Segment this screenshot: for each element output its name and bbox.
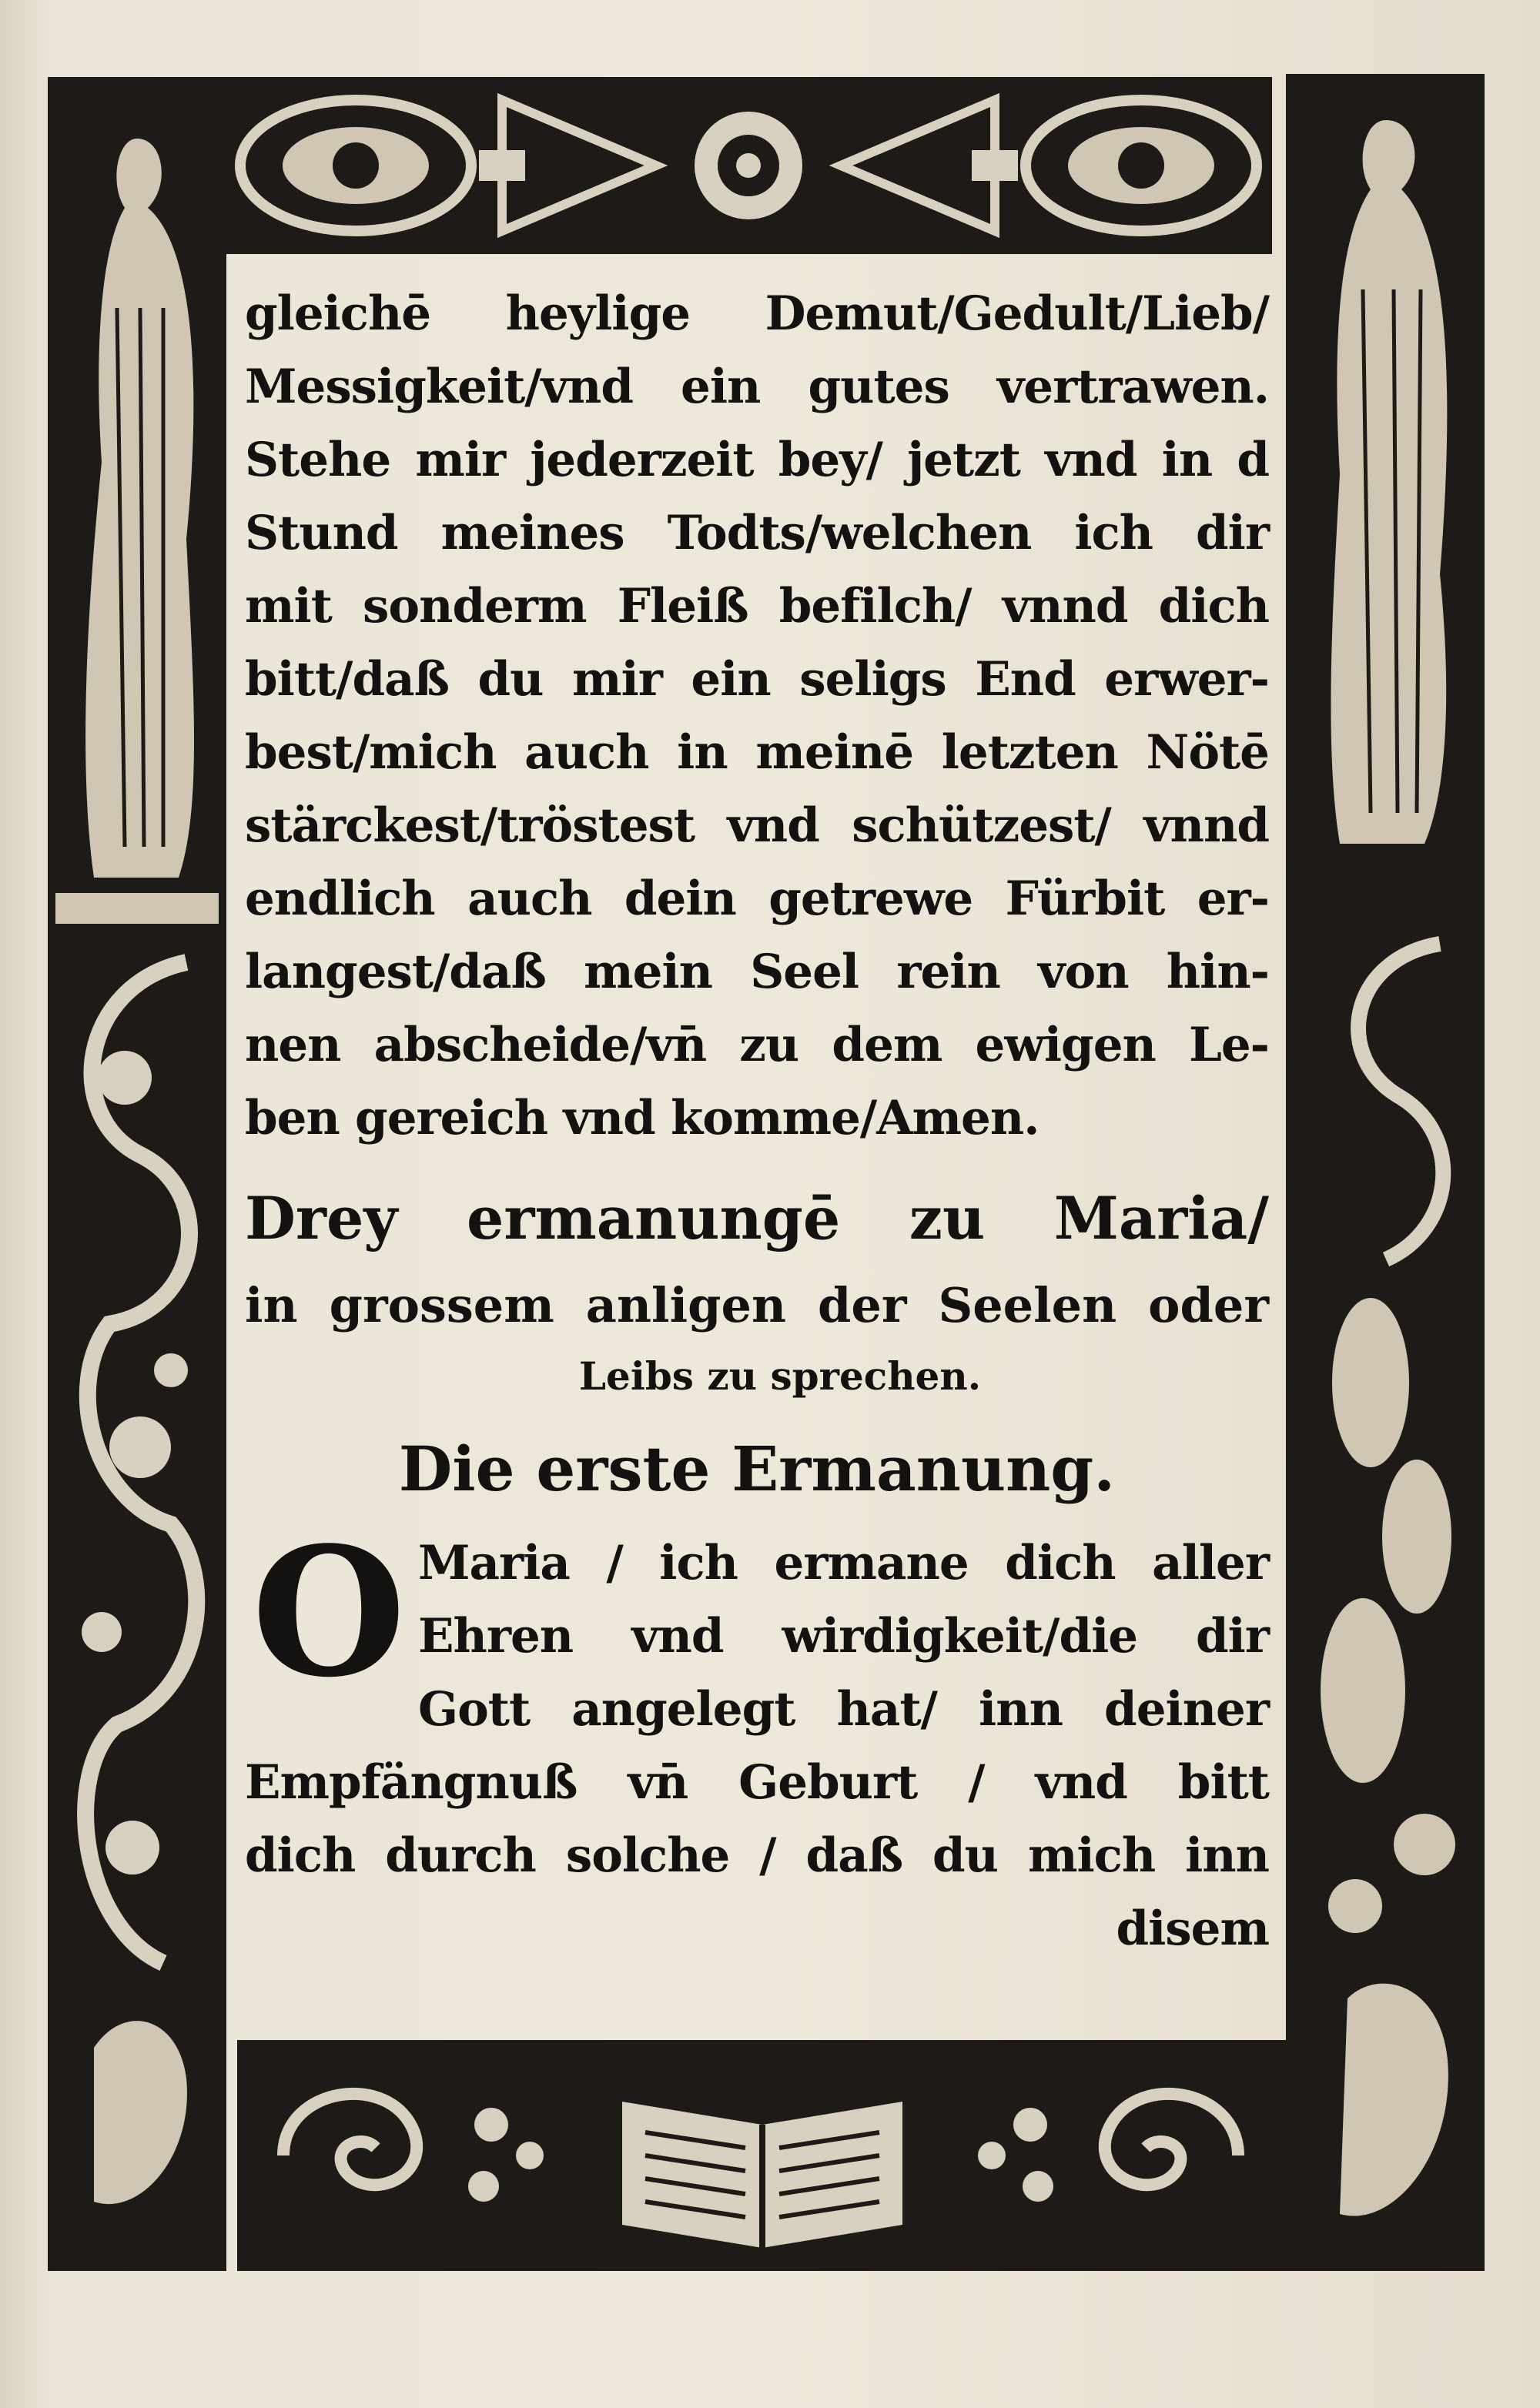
prayer-line-4: Empfängnuß vn̄ Geburt / vnd bitt [245, 1755, 1269, 1810]
body-line-3: Stehe mir jederzeit bey/ jetzt vnd in d [245, 433, 1269, 487]
body-line-4: Stund meines Todts/welchen ich dir [245, 506, 1269, 560]
top-woodcut-border [225, 77, 1272, 254]
body-line-9: endlich auch dein getrewe Fürbit er- [245, 871, 1269, 926]
prayer-line-2: Ehren vnd wirdigkeit/die dir [418, 1609, 1269, 1664]
body-line-7: best/mich auch in meinē letzten Nötē [245, 725, 1269, 780]
figure-scroll-icon [48, 77, 226, 2271]
catchword: disem [1116, 1901, 1269, 1956]
body-line-1: gleichē heylige Demut/Gedult/Lieb/ [245, 286, 1269, 341]
body-line-12: ben gereich vnd komme/Amen. [245, 1091, 1040, 1145]
prayer-line-5: dich durch solche / daß du mich inn [245, 1828, 1269, 1883]
body-line-2: Messigkeit/vnd ein gutes vertrawen. [245, 360, 1269, 414]
heading-line-1: Drey ermanungē zu Maria/ [245, 1184, 1269, 1252]
right-woodcut-border [1286, 74, 1485, 2271]
heading-line-3: Leibs zu sprechen. [578, 1353, 982, 1399]
body-line-11: nen abscheide/vn̄ zu dem ewigen Le- [245, 1018, 1269, 1072]
figure-garland-icon [1286, 74, 1485, 2271]
heading-line-2: in grossem anligen der Seelen oder [245, 1277, 1269, 1333]
left-woodcut-border [48, 77, 226, 2271]
prayer-line-1: Maria / ich ermane dich aller [418, 1536, 1269, 1590]
page-text [245, 277, 1269, 2032]
drop-cap-initial: O [251, 1509, 407, 1717]
body-line-8: stärckest/tröstest vnd schützest/ vnnd [245, 798, 1269, 853]
body-line-6: bitt/daß du mir ein seligs End erwer- [245, 652, 1269, 707]
open-book-icon [237, 2040, 1287, 2271]
bottom-woodcut-border [237, 2040, 1287, 2271]
floral-frieze-icon [225, 77, 1272, 254]
body-line-10: langest/daß mein Seel rein von hin- [245, 945, 1269, 999]
prayer-line-3: Gott angelegt hat/ inn deiner [418, 1682, 1269, 1737]
section-title: Die erste Ermanung. [398, 1433, 1116, 1505]
prayer-block [245, 1509, 1269, 1965]
body-line-5: mit sonderm Fleiß befilch/ vnnd dich [245, 579, 1269, 634]
